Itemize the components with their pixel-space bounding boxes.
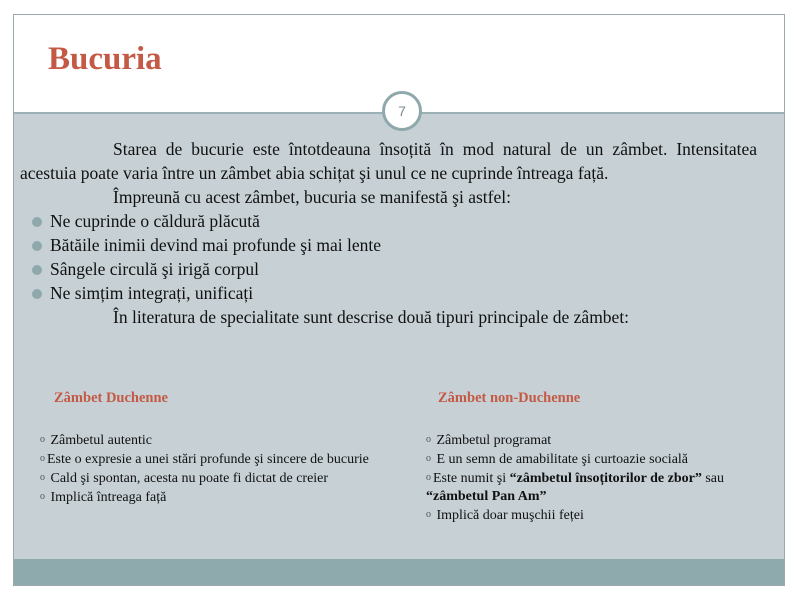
list-item: o E un semn de amabilitate şi curtoazie socială — [426, 452, 689, 467]
list-item: o Cald şi spontan, acesta nu poate fi dictat de creier — [40, 471, 329, 486]
list-item: o Zâmbetul programat — [426, 433, 552, 448]
duchenne-title: Zâmbet Duchenne — [54, 390, 168, 406]
non-duchenne-title: Zâmbet non-Duchenne — [438, 390, 581, 406]
non-duchenne-column — [426, 389, 766, 525]
circle-marker-icon: o — [426, 509, 431, 520]
list-item: o Este o expresie a unei stări profunde şi sincere de bucurie — [40, 452, 369, 467]
list-item: o Zâmbetul autentic — [40, 433, 152, 448]
slide-body — [20, 137, 757, 329]
flight-attendant-smile-term: “zâmbetul însoțitorilor de zbor” — [509, 471, 702, 486]
circle-marker-icon: o — [40, 491, 45, 502]
circle-marker-icon: o — [40, 434, 45, 445]
bullet-dot-icon — [32, 217, 42, 227]
slide — [13, 14, 785, 586]
circle-marker-icon: o — [40, 453, 45, 464]
page-number-badge — [382, 91, 422, 131]
bullet-dot-icon — [32, 289, 42, 299]
circle-marker-icon: o — [426, 434, 431, 445]
list-item: o Este numit şi “zâmbetul însoțitorilor de zbor” sau “zâmbetul Pan Am” — [426, 471, 725, 504]
slide-title: Bucuria — [48, 41, 162, 77]
list-item: Ne cuprinde o căldură plăcută — [20, 209, 757, 233]
list-item: Ne simțim integrați, unificați — [20, 281, 757, 305]
intro-paragraph: Starea de bucurie este întotdeauna însoțită în mod natural de un zâmbet. Intensitatea acestuia poate varia între un zâmbet abia schițat şi unul ce ne cuprinde întreaga față. — [20, 139, 757, 183]
duchenne-column — [40, 389, 386, 507]
manifest-line: Împreună cu acest zâmbet, bucuria se manifestă şi astfel: — [113, 187, 511, 207]
duchenne-list — [40, 431, 386, 507]
literature-line: În literatura de specialitate sunt descrise două tipuri principale de zâmbet: — [113, 307, 630, 327]
pan-am-smile-term: “zâmbetul Pan Am” — [426, 489, 547, 504]
manifestation-list — [20, 209, 757, 305]
circle-marker-icon: o — [426, 453, 431, 464]
list-item: Bătăile inimii devind mai profunde şi mai lente — [20, 233, 757, 257]
footer-band — [14, 559, 784, 585]
list-item: o Implică întreaga față — [40, 490, 167, 505]
non-duchenne-list — [426, 431, 766, 525]
list-item: o Implică doar muşchii feței — [426, 508, 584, 523]
list-item: Sângele circulă şi irigă corpul — [20, 257, 757, 281]
circle-marker-icon: o — [426, 472, 431, 483]
bullet-dot-icon — [32, 241, 42, 251]
bullet-dot-icon — [32, 265, 42, 275]
circle-marker-icon: o — [40, 472, 45, 483]
page-number: 7 — [398, 103, 406, 119]
